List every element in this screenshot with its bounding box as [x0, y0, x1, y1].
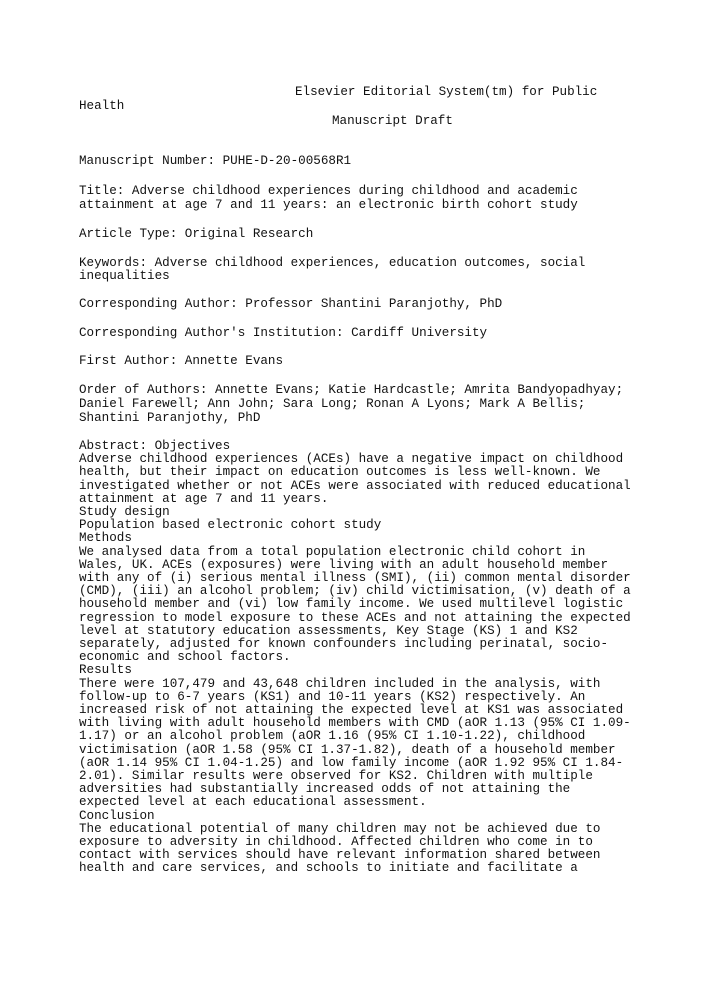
authors-line-3: Shantini Paranjothy, PhD: [79, 411, 261, 425]
abstract-line: household member and (vi) low family income. We used multilevel logistic: [79, 597, 624, 612]
abstract-line: health, but their impact on education outcomes is less well-known. We: [79, 465, 601, 480]
title-line-1: Title: Adverse childhood experiences during childhood and academic: [79, 184, 578, 198]
abstract-line: increased risk of not attaining the expected level at KS1 was associated: [79, 703, 624, 717]
system-title-line-2: Health: [79, 99, 125, 113]
abstract-line: Wales, UK. ACEs (exposures) were living with an adult household member: [79, 557, 609, 572]
keywords-line-2: inequalities: [79, 269, 170, 283]
abstract-line: health and care services, and schools to initiate and facilitate a: [79, 861, 578, 876]
abstract-line: Abstract: Objectives: [79, 439, 231, 453]
abstract-line: (CMD), (iii) an alcohol problem; (iv) child victimisation, (v) death of a: [79, 584, 631, 599]
abstract-line: regression to model exposure to these ACEs and not attaining the expected: [79, 610, 631, 625]
authors-line-1: Order of Authors: Annette Evans; Katie Hardcastle; Amrita Bandyopadhyay;: [79, 383, 624, 397]
abstract-line: Adverse childhood experiences (ACEs) have a negative impact on childhood: [79, 452, 624, 467]
corresponding-author: Corresponding Author: Professor Shantini Paranjothy, PhD: [79, 297, 503, 311]
abstract-line: with living with adult household members with CMD (aOR 1.13 (95% CI 1.09-: [79, 716, 631, 731]
abstract-line: Methods: [79, 531, 132, 546]
manuscript-number: Manuscript Number: PUHE-D-20-00568R1: [79, 154, 352, 168]
abstract-line: The educational potential of many children may not be achieved due to: [79, 821, 601, 836]
abstract-line: attainment at age 7 and 11 years.: [79, 491, 329, 506]
abstract-line: expected level at each educational assessment.: [79, 795, 427, 810]
abstract-line: level at statutory education assessments, Key Stage (KS) 1 and KS2: [79, 623, 578, 638]
abstract-line: contact with services should have relevant information shared between: [79, 848, 601, 863]
abstract-line: with any of (i) serious mental illness (SMI), (ii) common mental disorder: [79, 571, 631, 585]
abstract-line: separately, adjusted for known confounders including perinatal, socio-: [79, 637, 609, 651]
abstract-line: exposure to adversity in childhood. Affected children who come in to: [79, 835, 593, 849]
abstract-line: follow-up to 6-7 years (KS1) and 10-11 years (KS2) respectively. An: [79, 689, 586, 704]
authors-line-2: Daniel Farewell; Ann John; Sara Long; Ronan A Lyons; Mark A Bellis;: [79, 397, 586, 411]
abstract-line: Conclusion: [79, 808, 155, 823]
abstract-line: We analysed data from a total population electronic child cohort in: [79, 544, 586, 559]
abstract-line: adversities had substantially increased odds of not attaining the: [79, 782, 571, 797]
keywords-line-1: Keywords: Adverse childhood experiences, education outcomes, social: [79, 256, 586, 270]
abstract-line: (aOR 1.14 95% CI 1.04-1.25) and low family income (aOR 1.92 95% CI 1.84-: [79, 755, 624, 770]
abstract-line: investigated whether or not ACEs were associated with reduced educational: [79, 478, 631, 493]
institution: Corresponding Author's Institution: Cardiff University: [79, 326, 488, 340]
abstract-line: 2.01). Similar results were observed for KS2. Children with multiple: [79, 769, 593, 783]
article-type: Article Type: Original Research: [79, 227, 314, 241]
abstract-line: 1.17) or an alcohol problem (aOR 1.16 (95% CI 1.10-1.22), childhood: [79, 729, 586, 744]
first-author: First Author: Annette Evans: [79, 354, 284, 368]
abstract-line: Study design: [79, 505, 170, 519]
abstract-line: Population based electronic cohort study: [79, 518, 382, 533]
abstract-line: Results: [79, 663, 132, 678]
abstract-line: There were 107,479 and 43,648 children included in the analysis, with: [79, 676, 601, 691]
title-line-2: attainment at age 7 and 11 years: an electronic birth cohort study: [79, 198, 578, 212]
manuscript-draft-label: Manuscript Draft: [332, 114, 453, 128]
abstract-line: victimisation (aOR 1.58 (95% CI 1.37-1.82), death of a household member: [79, 742, 616, 757]
system-title-line-1: Elsevier Editorial System(tm) for Public: [295, 85, 598, 99]
abstract-line: economic and school factors.: [79, 650, 291, 665]
